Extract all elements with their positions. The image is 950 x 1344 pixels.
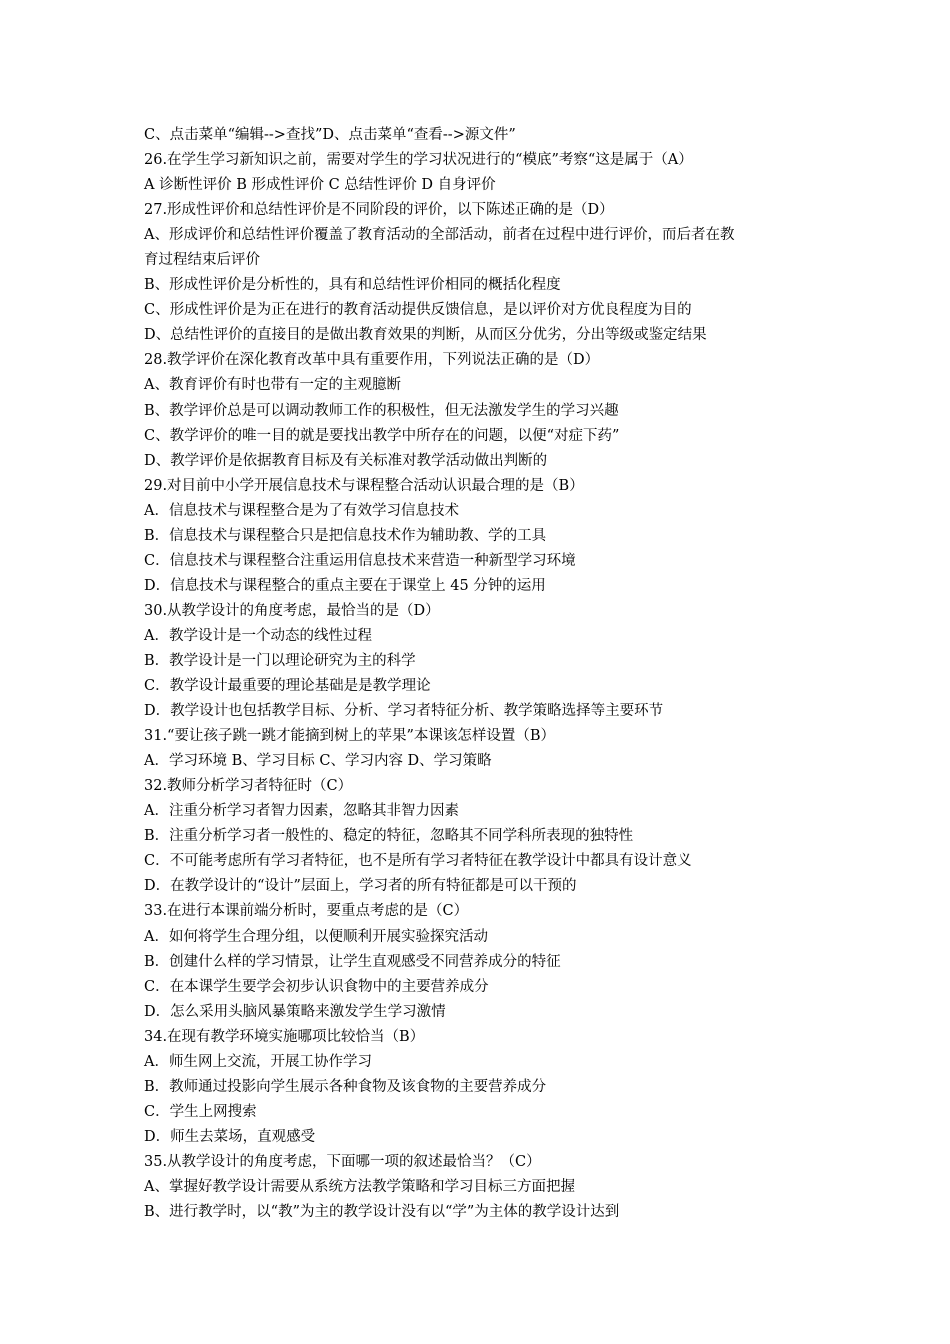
question-32-option-a: A．注重分析学习者智力因素，忽略其非智力因素 [144, 803, 459, 820]
question-30-option-c: C．教学设计最重要的理论基础是是教学理论 [144, 678, 431, 695]
question-31-options: A．学习环境 B、学习目标 C、学习内容 D、学习策略 [144, 753, 492, 770]
question-34-option-a: A．师生网上交流，开展工协作学习 [144, 1053, 372, 1070]
question-27-option-a: A、形成评价和总结性评价覆盖了教育活动的全部活动，前者在过程中进行评价，而后者在教 [144, 227, 735, 244]
question-35: 35.从教学设计的角度考虑，下面哪一项的叙述最恰当？（C） [144, 1153, 541, 1170]
question-29: 29.对目前中小学开展信息技术与课程整合活动认识最合理的是（B） [144, 477, 584, 494]
question-28-option-b: B、教学评价总是可以调动教师工作的积极性，但无法激发学生的学习兴趣 [144, 402, 619, 419]
question-27-option-d: D、总结性评价的直接目的是做出教育效果的判断，从而区分优劣，分出等级或鉴定结果 [144, 327, 707, 344]
question-28-option-d: D、教学评价是依据教育目标及有关标准对教学活动做出判断的 [144, 452, 548, 469]
question-28: 28.教学评价在深化教育改革中具有重要作用，下列说法正确的是（D） [144, 352, 600, 369]
question-30-option-d: D．教学设计也包括教学目标、分析、学习者特征分析、教学策略选择等主要环节 [144, 703, 664, 720]
question-33-option-a: A．如何将学生合理分组，以便顺利开展实验探究活动 [144, 928, 488, 945]
question-32-option-d: D．在教学设计的“设计”层面上，学习者的所有特征都是可以干预的 [144, 878, 577, 895]
question-32-option-c: C．不可能考虑所有学习者特征，也不是所有学习者特征在教学设计中都具有设计意义 [144, 853, 692, 870]
question-33: 33.在进行本课前端分析时，要重点考虑的是（C） [144, 903, 469, 920]
question-27: 27.形成性评价和总结性评价是不同阶段的评价，以下陈述正确的是（D） [144, 202, 614, 219]
text-line: C、点击菜单“编辑-->查找”D、点击菜单“查看-->源文件” [144, 127, 516, 143]
question-30-option-b: B．教学设计是一门以理论研究为主的科学 [144, 652, 416, 669]
question-29-option-a: A．信息技术与课程整合是为了有效学习信息技术 [144, 502, 459, 519]
question-34-option-b: B．教师通过投影向学生展示各种食物及该食物的主要营养成分 [144, 1078, 547, 1095]
question-34: 34.在现有教学环境实施哪项比较恰当（B） [144, 1028, 425, 1045]
question-29-option-c: C．信息技术与课程整合注重运用信息技术来营造一种新型学习环境 [144, 552, 576, 569]
question-29-option-d: D．信息技术与课程整合的重点主要在于课堂上 45 分钟的运用 [144, 577, 546, 594]
question-29-option-b: B．信息技术与课程整合只是把信息技术作为辅助教、学的工具 [144, 527, 547, 544]
question-28-option-c: C、教学评价的唯一目的就是要找出教学中所存在的问题，以便“对症下药” [144, 427, 620, 444]
question-32-option-b: B．注重分析学习者一般性的、稳定的特征，忽略其不同学科所表现的独特性 [144, 828, 634, 845]
question-31: 31.“要让孩子跳一跳才能摘到树上的苹果”本课该怎样设置（B） [144, 728, 556, 745]
question-28-option-a: A、教育评价有时也带有一定的主观臆断 [144, 377, 401, 394]
question-27-option-b: B、形成性评价是分析性的，具有和总结性评价相同的概括化程度 [144, 277, 561, 294]
question-27-option-a-cont: 育过程结束后评价 [144, 252, 260, 269]
question-33-option-c: C．在本课学生要学会初步认识食物中的主要营养成分 [144, 978, 489, 995]
question-33-option-b: B．创建什么样的学习情景，让学生直观感受不同营养成分的特征 [144, 953, 561, 970]
question-33-option-d: D．怎么采用头脑风暴策略来激发学生学习激情 [144, 1003, 446, 1020]
question-27-option-c: C、形成性评价是为正在进行的教育活动提供反馈信息，是以评价对方优良程度为目的 [144, 302, 692, 319]
question-30-option-a: A．教学设计是一个动态的线性过程 [144, 627, 372, 644]
question-30: 30.从教学设计的角度考虑，最恰当的是（D） [144, 602, 440, 619]
question-32: 32.教师分析学习者特征时（C） [144, 778, 353, 795]
question-34-option-c: C．学生上网搜索 [144, 1103, 257, 1120]
document-page [144, 123, 820, 1225]
question-35-option-b: B、进行教学时，以“教”为主的教学设计没有以“学”为主体的教学设计达到 [144, 1204, 620, 1221]
question-26: 26.在学生学习新知识之前，需要对学生的学习状况进行的“模底”考察“这是属于（A） [144, 152, 693, 169]
question-26-options: A 诊断性评价 B 形成性评价 C 总结性评价 D 自身评价 [144, 177, 496, 194]
question-35-option-a: A、掌握好教学设计需要从系统方法教学策略和学习目标三方面把握 [144, 1178, 575, 1195]
question-34-option-d: D．师生去菜场，直观感受 [144, 1128, 316, 1145]
